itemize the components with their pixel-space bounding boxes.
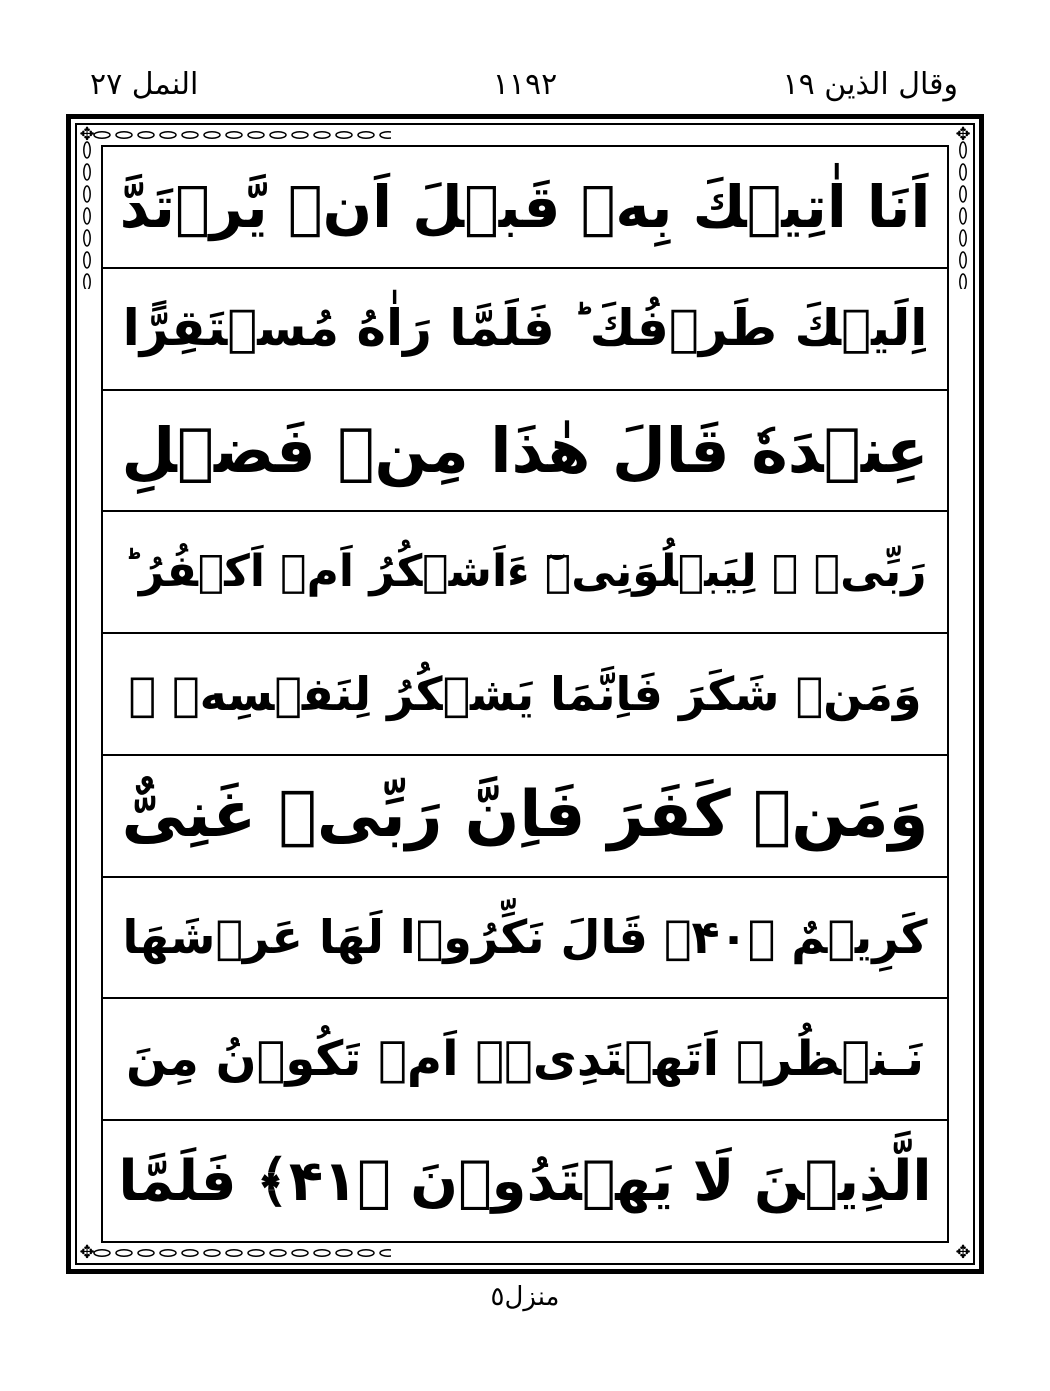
chain-border-top bbox=[91, 127, 391, 143]
text-line bbox=[103, 391, 947, 513]
corner-ornament-icon: ✥ bbox=[955, 1242, 971, 1263]
chain-border-left bbox=[79, 139, 95, 289]
line-text: الَّذِيۡنَ لَا يَهۡتَدُوۡنَ ﴿۴۱﴾ فَلَمَّا bbox=[118, 1148, 932, 1214]
text-line bbox=[103, 269, 947, 391]
line-text: وَمَنۡ شَكَرَ فَاِنَّمَا يَشۡكُرُ لِنَفۡسِهٖ ۚ bbox=[128, 666, 922, 721]
line-text: نَـنۡظُرۡ اَتَهۡتَدِىۡۤ اَمۡ تَكُوۡنُ مِنَ bbox=[125, 1030, 925, 1087]
corner-ornament-icon: ✥ bbox=[79, 124, 95, 145]
text-line bbox=[103, 1121, 947, 1241]
line-text: كَرِيۡمٌ ﴿۴۰﴾ قَالَ نَكِّرُوۡا لَهَا عَرۡشَهَا bbox=[122, 910, 928, 965]
text-line bbox=[103, 147, 947, 269]
line-text: رَبِّىۡ ۖ لِيَبۡلُوَنِىۡٓ ءَاَشۡكُرُ اَمۡ اَكۡفُرُ ؕ bbox=[123, 546, 927, 598]
text-line bbox=[103, 634, 947, 756]
manzil-label: منزل٥ bbox=[490, 1282, 560, 1312]
text-line bbox=[103, 756, 947, 878]
juz-label: وقال الذين ١٩ bbox=[782, 67, 958, 102]
line-text: اَنَا اٰتِيۡكَ بِهٖ قَبۡلَ اَنۡ يَّرۡتَدَّ bbox=[119, 172, 931, 241]
corner-ornament-icon: ✥ bbox=[955, 124, 971, 145]
text-line bbox=[103, 999, 947, 1121]
line-text: وَمَنۡ كَفَرَ فَاِنَّ رَبِّىۡ غَنِىٌّ bbox=[121, 778, 929, 853]
line-text: عِنۡدَهٗ قَالَ هٰذَا مِنۡ فَضۡلِ bbox=[121, 413, 929, 487]
page-number: ١١٩٢ bbox=[492, 67, 558, 102]
chain-border-right bbox=[955, 139, 971, 289]
text-line bbox=[103, 878, 947, 1000]
text-panel bbox=[101, 145, 949, 1243]
line-text: اِلَيۡكَ طَرۡفُكَ ؕ فَلَمَّا رَاٰهُ مُسۡتَقِرًّا bbox=[122, 299, 928, 358]
surah-label: النمل ٢٧ bbox=[90, 67, 199, 102]
corner-ornament-icon: ✥ bbox=[79, 1242, 95, 1263]
page-frame bbox=[66, 114, 984, 1274]
chain-border-bottom bbox=[91, 1245, 391, 1261]
text-line bbox=[103, 512, 947, 634]
page-header bbox=[0, 62, 1050, 112]
